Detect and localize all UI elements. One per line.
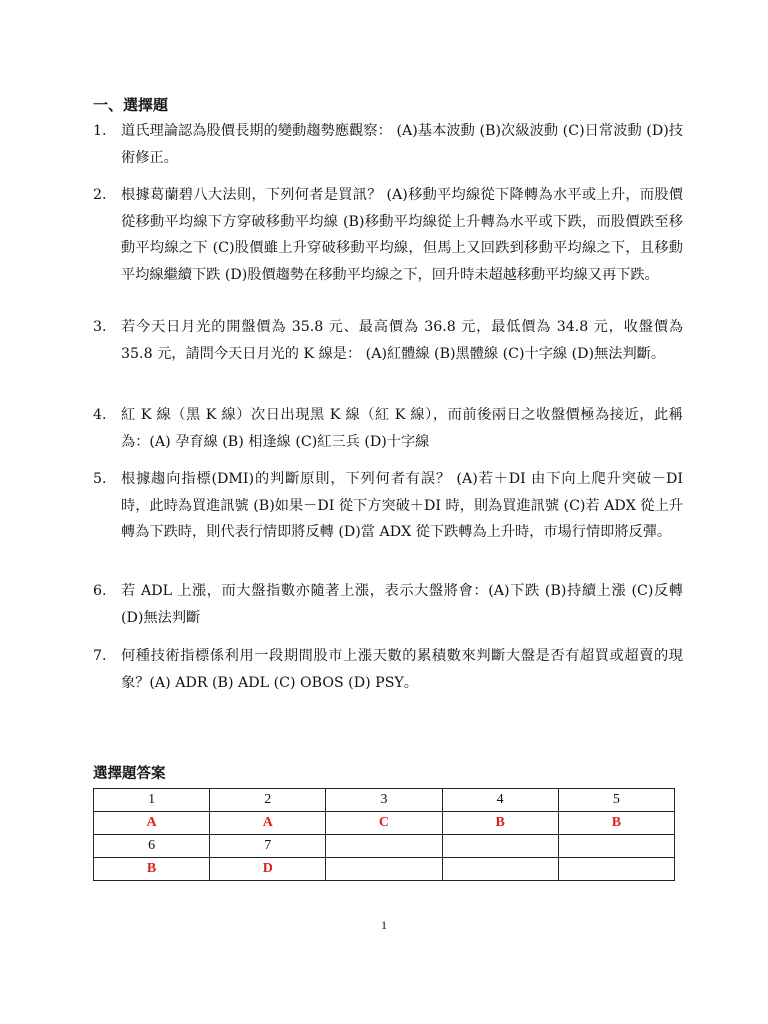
- table-cell: 2: [210, 789, 326, 812]
- table-row: [94, 858, 675, 881]
- answer-cell: B: [94, 858, 210, 881]
- question-number: 2.: [93, 187, 107, 203]
- table-cell: [442, 835, 558, 858]
- question-2: [93, 182, 683, 288]
- table-row: [94, 835, 675, 858]
- answer-cell: B: [442, 812, 558, 835]
- question-7: [93, 643, 683, 696]
- answer-title: 選擇題答案: [93, 766, 166, 782]
- question-number: 6.: [93, 583, 107, 599]
- question-text: 紅 K 線（黑 K 線）次日出現黑 K 線（紅 K 線），而前後兩日之收盤價極為接近，此稱為：(A) 孕育線 (B) 相逢線 (C)紅三兵 (D)十字線: [121, 407, 683, 450]
- question-number: 4.: [93, 407, 107, 423]
- answer-cell: B: [558, 812, 674, 835]
- question-text: 若今天日月光的開盤價為 35.8 元、最高價為 36.8 元，最低價為 34.8 元，收盤價為 35.8 元，請問今天日月光的 K 線是： (A)紅體線 (B)黑體線 (C)十字線 (D)無法判斷。: [121, 319, 683, 362]
- table-row: [94, 812, 675, 835]
- question-text: 根據葛蘭碧八大法則，下列何者是買訊？ (A)移動平均線從下降轉為水平或上升，而股價從移動平均線下方穿破移動平均線 (B)移動平均線從上升轉為水平或下跌，而股價跌至移動平均線之下 (C)股價雖上升穿破移動平均線，但馬上又回跌到移動平均線之下，且移動平均線繼續下跌 (D)股價趨勢在移動平均線之下，回升時未超越移動平均線又再下跌。: [121, 187, 683, 283]
- table-cell: 5: [558, 789, 674, 812]
- table-cell: 7: [210, 835, 326, 858]
- answer-cell: A: [94, 812, 210, 835]
- table-cell: 1: [94, 789, 210, 812]
- question-text: 若 ADL 上漲，而大盤指數亦隨著上漲，表示大盤將會：(A)下跌 (B)持續上漲 (C)反轉 (D)無法判斷: [121, 583, 683, 626]
- question-text: 根據趨向指標(DMI)的判斷原則，下列何者有誤？ (A)若＋DI 由下向上爬升突破－DI 時，此時為買進訊號 (B)如果－DI 從下方突破＋DI 時，則為買進訊號 (C)若 ADX 從上升轉為下跌時，則代表行情即將反轉 (D)當 ADX 從下跌轉為上升時，市場行情即將反彈。: [121, 471, 683, 540]
- question-number: 3.: [93, 319, 107, 335]
- question-number: 7.: [93, 648, 107, 664]
- question-number: 1.: [93, 123, 107, 139]
- table-cell: 6: [94, 835, 210, 858]
- question-text: 何種技術指標係利用一段期間股市上漲天數的累積數來判斷大盤是否有超買或超賣的現象？(A) ADR (B) ADL (C) OBOS (D) PSY。: [121, 648, 683, 691]
- table-cell: 3: [326, 789, 442, 812]
- answer-cell: [442, 858, 558, 881]
- section-title: 一、選擇題: [93, 96, 169, 114]
- answer-cell: A: [210, 812, 326, 835]
- question-1: [93, 118, 683, 171]
- table-row: [94, 789, 675, 812]
- answer-table: [93, 788, 675, 881]
- answer-cell: D: [210, 858, 326, 881]
- table-cell: 4: [442, 789, 558, 812]
- question-number: 5.: [93, 471, 107, 487]
- question-3: [93, 314, 683, 367]
- question-text: 道氏理論認為股價長期的變動趨勢應觀察： (A)基本波動 (B)次級波動 (C)日常波動 (D)技術修正。: [121, 123, 683, 166]
- question-5: [93, 466, 683, 546]
- answer-cell: [558, 858, 674, 881]
- answer-cell: C: [326, 812, 442, 835]
- table-cell: [326, 835, 442, 858]
- question-4: [93, 402, 683, 455]
- page-number: 1: [381, 918, 387, 932]
- question-6: [93, 578, 683, 631]
- answer-cell: [326, 858, 442, 881]
- table-cell: [558, 835, 674, 858]
